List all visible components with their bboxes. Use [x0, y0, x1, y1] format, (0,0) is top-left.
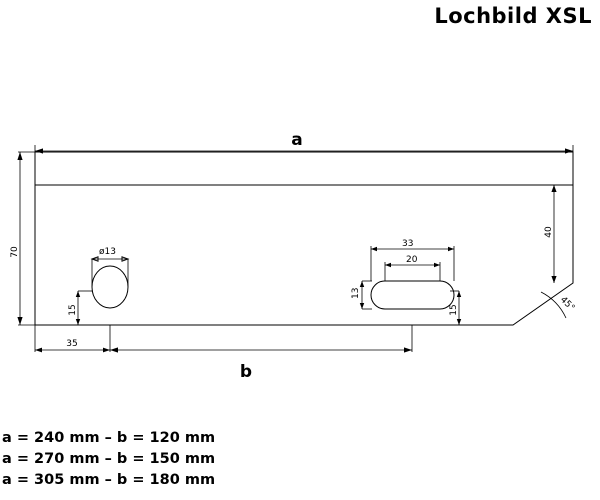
a-label: a: [291, 130, 303, 150]
a-arrow-left: [35, 148, 43, 153]
h70-arrow-top: [17, 152, 22, 160]
b-arrow-left: [110, 347, 118, 352]
slot-20-arrow-left: [385, 263, 391, 267]
edge-right-15-label: 15: [449, 304, 459, 316]
offset-35-label: 35: [66, 339, 78, 349]
slot-shape: [371, 281, 454, 309]
slot-length-20-label: 20: [406, 255, 418, 265]
slot-height-13-label: 13: [351, 287, 361, 299]
h40-arrow-bottom: [551, 276, 556, 283]
d35-arrow-right: [103, 348, 110, 353]
slot-20-arrow-right: [434, 263, 440, 267]
legend-line-2: a = 270 mm – b = 150 mm: [2, 451, 216, 467]
left15-arrow-top: [76, 291, 80, 297]
angle-45-label: 45°: [557, 295, 577, 314]
legend-line-3: a = 305 mm – b = 180 mm: [2, 472, 216, 488]
slot-13-arrow-top: [360, 281, 364, 287]
height-70-label: 70: [10, 246, 20, 258]
left15-arrow-bottom: [76, 319, 80, 325]
hole-diameter-label: ø13: [99, 247, 116, 257]
right15-arrow-top: [457, 291, 461, 297]
page-title: Lochbild XSL: [434, 4, 592, 28]
round-hole: [92, 266, 128, 308]
legend-line-1: a = 240 mm – b = 120 mm: [2, 430, 216, 446]
slot-33-arrow-left: [371, 247, 377, 251]
height-40-label: 40: [544, 226, 554, 238]
slot-13-arrow-bottom: [360, 303, 364, 309]
slot-33-arrow-right: [448, 247, 454, 251]
h70-arrow-bottom: [17, 317, 22, 325]
h40-arrow-top: [551, 185, 556, 192]
edge-left-15-label: 15: [68, 304, 78, 316]
legend: [2, 428, 215, 491]
d35-arrow-left: [35, 348, 42, 353]
b-label: b: [239, 362, 253, 382]
a-arrow-right: [565, 148, 573, 153]
slot-length-33-label: 33: [402, 239, 414, 249]
part-outline: [35, 152, 573, 325]
right15-arrow-bottom: [457, 319, 461, 325]
b-arrow-right: [404, 347, 412, 352]
